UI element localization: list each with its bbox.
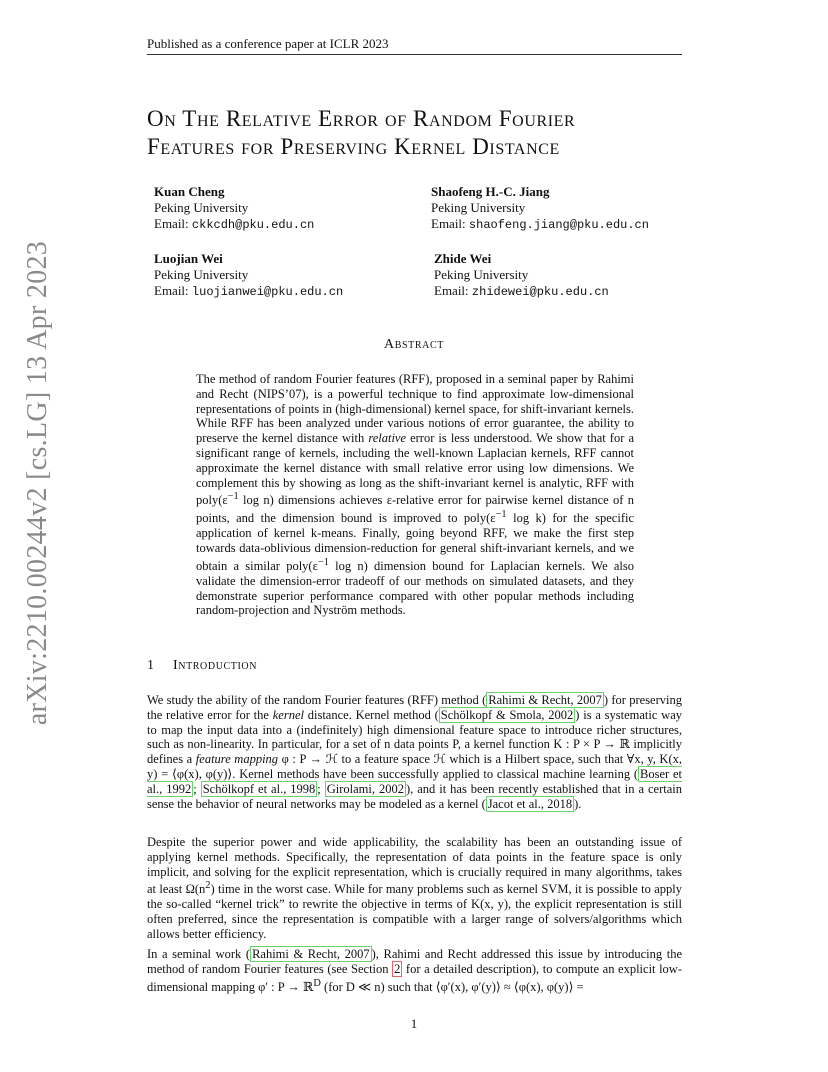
paragraph-text xyxy=(147,835,682,942)
citation-link[interactable]: Schölkopf et al., 1998 xyxy=(202,781,316,796)
abstract-text: log n) dimensions achieves ε-relative error for pairwise kernel distance of n points, and the dimension bound is improved to poly(ε xyxy=(196,493,634,526)
body-text: ), and it has been recently established that in a certain sense the behavior of neural networks may be modeled as a kernel ( xyxy=(147,781,683,811)
body-text: ) for preserving the relative error for the xyxy=(147,693,682,722)
citation-link[interactable]: Schölkopf & Smola, 2002 xyxy=(440,707,574,722)
superscript: −1 xyxy=(227,491,239,503)
body-text: ). xyxy=(574,796,582,811)
author-name: Kuan Cheng xyxy=(154,184,225,199)
abstract-body xyxy=(196,372,634,618)
page-number: 1 xyxy=(410,1016,418,1031)
abstract-text: error is less understood. We show that for a significant range of kernels, including the well-known Laplacian kernels, RFF cannot approximate the kernel distance with small relative error using low dimensions. We complement this by showing as long as the shift-invariant kernel is analytic, RFF with poly(ε xyxy=(196,431,634,508)
body-text: distance. Kernel method ( xyxy=(303,707,439,722)
body-text: In a seminal work ( xyxy=(147,947,251,961)
abstract-text: log n) dimension bound for Laplacian kernels. We also validate the dimension-error tradeoff of our methods on simulated datasets, and they demonstrate superior performance compared with other popular methods including random-projection and Nyström methods. xyxy=(196,559,634,618)
body-text: ) time in the worst case. While for many problems such as kernel SVM, it is possible to apply the so-called “kernel trick” to rewrite the objective in terms of K(x, y), the explicit representation is still often preferred, since the representation is compatible with a larger range of solvers/algorithms which allows better efficiency. xyxy=(147,882,682,941)
superscript: D xyxy=(313,977,321,989)
author-email[interactable]: shaofeng.jiang@pku.edu.cn xyxy=(468,218,649,232)
body-text: ) is a systematic way to map the input data into a (indefinitely) high dimensional feature space to introduce richer structures, such as non-linearity. In particular, for a set of n data points P, a kernel function K : P × P → ℝ implicitly defines a xyxy=(147,707,683,767)
email-label: Email: xyxy=(154,283,189,298)
paragraph-text xyxy=(147,947,682,995)
abstract-text: The method of random Fourier features (RFF), proposed in a seminal paper by Rahimi and Recht (NIPS’07), is a powerful technique to find approximate low-dimensional representations of points in (high-dimensional) kernel space, for shift-invariant kernels. While RFF has been analyzed under various notions of error guarantee, the ability to preserve the kernel distance with xyxy=(196,372,634,446)
author-block xyxy=(431,184,649,233)
section-title: Introduction xyxy=(173,658,258,673)
section-heading-introduction xyxy=(147,658,257,674)
header-rule xyxy=(147,54,682,55)
author-affiliation: Peking University xyxy=(431,200,526,215)
body-text: Despite the superior power and wide applicability, the scalability has been an outstanding issue of applying kernel methods. Specifically, the representation of data points in the feature space is only implicit, and solving for the explicit representation, which is crucially required in many algorithms, takes at least Ω(n xyxy=(147,835,682,897)
email-label: Email: xyxy=(434,283,469,298)
body-text: ; xyxy=(317,781,325,796)
abstract-paragraph xyxy=(196,372,634,618)
body-text: We study the ability of the random Fourier features (RFF) method ( xyxy=(147,693,487,707)
section-number: 1 xyxy=(147,658,155,673)
superscript: −1 xyxy=(317,556,329,568)
citation-link[interactable]: Rahimi & Recht, 2007 xyxy=(252,947,370,961)
section-ref-link[interactable]: 2 xyxy=(394,961,401,976)
paragraph-text xyxy=(147,693,682,811)
author-block xyxy=(434,251,609,300)
running-header: Published as a conference paper at ICLR 2023 xyxy=(147,36,389,51)
body-text: ), Rahimi and Recht addressed this issue by introducing the method of random Fourier features (see Section xyxy=(147,947,682,976)
body-text: for a detailed description), to compute an explicit low-dimensional mapping φ′ : P → ℝ xyxy=(147,961,682,994)
author-block xyxy=(154,184,314,233)
citation-link[interactable]: Jacot et al., 2018 xyxy=(487,796,573,811)
citation-link[interactable]: Rahimi & Recht, 2007 xyxy=(488,693,602,707)
emphasis-text: kernel xyxy=(272,707,304,722)
citation-link[interactable]: Girolami, 2002 xyxy=(326,781,404,796)
intro-paragraph-1 xyxy=(147,693,682,811)
superscript: 2 xyxy=(205,880,211,892)
author-email[interactable]: ckkcdh@pku.edu.cn xyxy=(191,218,315,232)
paper-title-line-2: Features for Preserving Kernel Distance xyxy=(147,134,560,159)
paper-title xyxy=(147,105,707,161)
intro-paragraph-3 xyxy=(147,947,682,995)
author-email[interactable]: zhidewei@pku.edu.cn xyxy=(471,285,609,299)
intro-paragraph-2 xyxy=(147,835,682,942)
author-name: Luojian Wei xyxy=(154,251,223,266)
arxiv-identifier: arXiv:2210.00244v2 [cs.LG] 13 Apr 2023 xyxy=(22,240,54,725)
email-label: Email: xyxy=(431,216,466,231)
citation-link[interactable]: Boser et al., 1992 xyxy=(147,766,683,796)
abstract-heading: Abstract xyxy=(384,337,444,352)
author-name: Zhide Wei xyxy=(434,251,492,266)
body-text: φ : P → ℋ to a feature space ℋ which is a Hilbert space, such that ∀x, y, K(x, y) = ⟨φ(x), φ(y)⟩. Kernel methods have been successfully applied to classical machine learning ( xyxy=(147,752,682,781)
email-label: Email: xyxy=(154,216,189,231)
body-text: ; xyxy=(193,781,201,796)
emphasis-text: feature mapping xyxy=(195,752,279,767)
author-name: Shaofeng H.-C. Jiang xyxy=(431,184,550,199)
paper-title-line-1: On The Relative Error of Random Fourier xyxy=(147,106,576,131)
abstract-text: log k) for the specific application of kernel k-means. Finally, going beyond RFF, we make the first step towards data-oblivious dimension-reduction for general shift-invariant kernels, and we obtain a similar poly(ε xyxy=(196,511,634,574)
author-block xyxy=(154,251,343,300)
superscript: −1 xyxy=(495,509,507,521)
author-affiliation: Peking University xyxy=(434,267,529,282)
abstract-emphasis: relative xyxy=(368,431,407,446)
author-affiliation: Peking University xyxy=(154,200,249,215)
body-text: (for D ≪ n) such that ⟨φ′(x), φ′(y)⟩ ≈ ⟨φ(x), φ(y)⟩ = xyxy=(320,979,584,994)
author-affiliation: Peking University xyxy=(154,267,249,282)
author-email[interactable]: luojianwei@pku.edu.cn xyxy=(191,285,344,299)
